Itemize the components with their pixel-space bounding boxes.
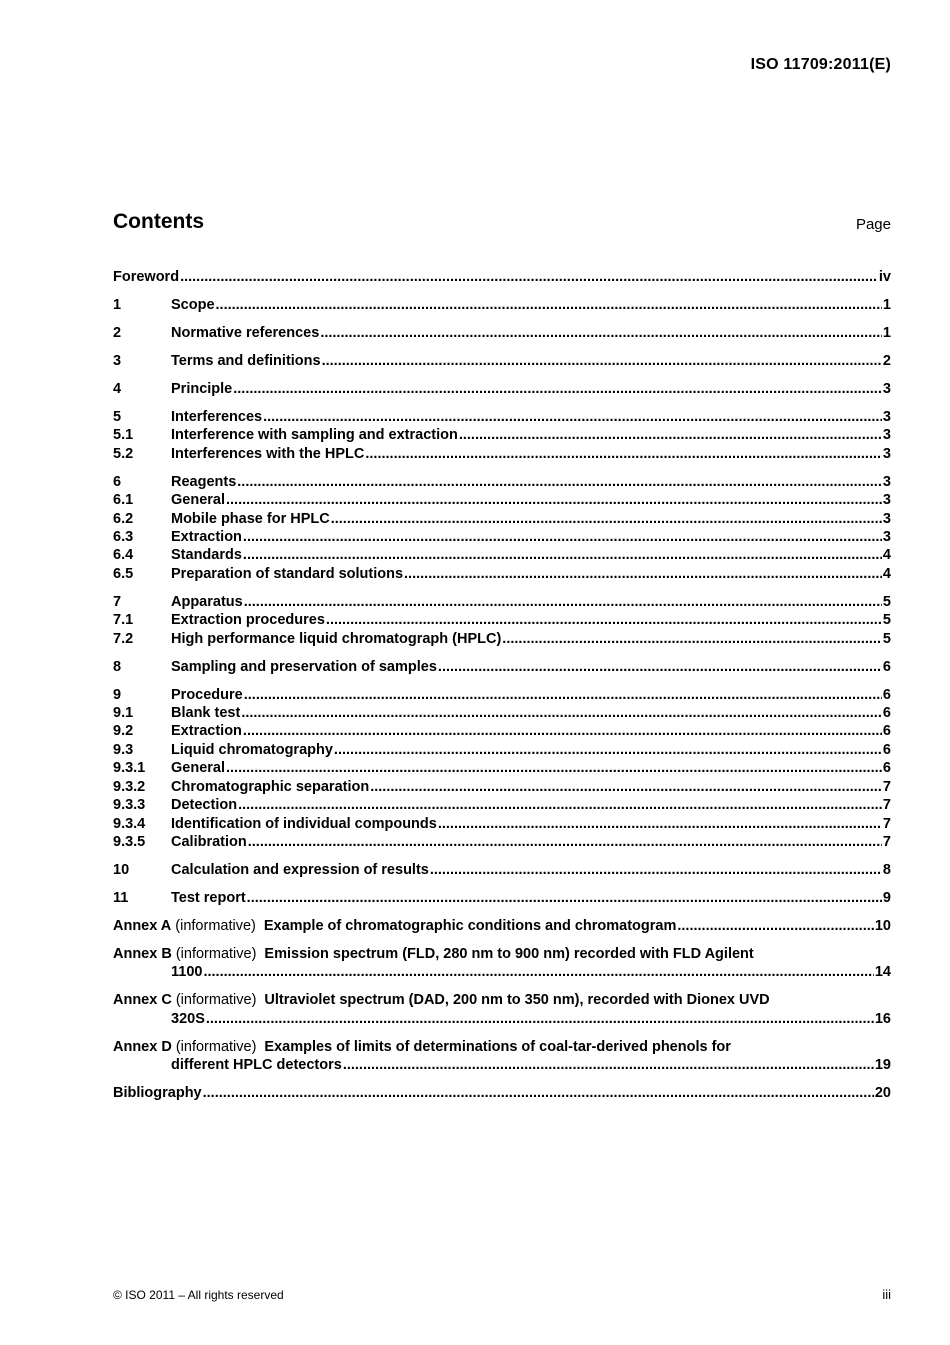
toc-dot-leader	[365, 445, 882, 463]
toc-entry-number: 5	[113, 409, 122, 425]
toc-group	[113, 408, 891, 463]
toc-entry[interactable]	[113, 426, 891, 444]
toc-entry[interactable]	[113, 510, 891, 528]
toc-entry-number: 9.1	[113, 705, 134, 722]
toc-dot-leader	[404, 565, 882, 583]
toc-entry[interactable]	[113, 704, 891, 722]
toc-entry-number: 9.3.4	[113, 815, 146, 832]
toc-annex-line[interactable]	[113, 945, 891, 963]
toc-entry-title: Apparatus	[171, 593, 243, 610]
annex-title-continued: 320S	[171, 1010, 205, 1027]
annex-title: Examples of limits of determinations of coal-tar-derived phenols for	[264, 1038, 731, 1055]
toc-entry[interactable]	[113, 686, 891, 704]
annex-title: Emission spectrum (FLD, 280 nm to 900 nm) recorded with FLD Agilent	[264, 945, 754, 962]
toc-entry-page: 4	[882, 547, 891, 564]
toc-entry[interactable]	[113, 833, 891, 851]
toc-entry-number: 5.2	[113, 445, 134, 462]
toc-entry[interactable]	[113, 352, 891, 370]
toc-entry-title: Bibliography	[113, 1085, 202, 1102]
toc-entry-page: 3	[882, 409, 891, 425]
toc-entry[interactable]	[113, 546, 891, 564]
toc-entry[interactable]	[113, 778, 891, 796]
toc-entry-page: 7	[882, 778, 891, 795]
toc-entry-page: 3	[882, 529, 891, 546]
toc-annex-line[interactable]	[113, 1056, 891, 1074]
toc-group	[113, 268, 891, 286]
toc-entry-title: Interference with sampling and extraction	[171, 427, 458, 444]
toc-entry[interactable]	[113, 759, 891, 777]
toc-entry-page: 1	[882, 297, 891, 313]
toc-dot-leader	[247, 889, 882, 907]
annex-title: Ultraviolet spectrum (DAD, 200 nm to 350 nm), recorded with Dionex UVD	[264, 992, 770, 1009]
document-id: ISO 11709:2011(E)	[750, 56, 891, 73]
toc-annex-line[interactable]	[113, 963, 891, 981]
annex-title-continued: different HPLC detectors	[171, 1057, 342, 1074]
annex-type: (informative)	[175, 945, 257, 962]
toc-entry-number: 7.1	[113, 612, 134, 629]
toc-entry-number: 5.1	[113, 427, 134, 444]
toc-entry-title: Preparation of standard solutions	[171, 565, 404, 582]
toc-entry-title: Standards	[171, 547, 242, 564]
toc-dot-leader	[243, 722, 882, 740]
toc-group	[113, 296, 891, 314]
toc-entry[interactable]	[113, 528, 891, 546]
toc-entry-title: Terms and definitions	[171, 353, 321, 369]
toc-dot-leader	[459, 426, 882, 444]
toc-annex-line[interactable]	[113, 917, 891, 935]
annex-title-continued: 1100	[171, 964, 203, 981]
annex-type: (informative)	[175, 1038, 257, 1055]
toc-entry-title: Sampling and preservation of samples	[171, 658, 437, 675]
toc-entry-number: 6.4	[113, 547, 134, 564]
toc-entry[interactable]	[113, 296, 891, 314]
toc-annex-line[interactable]	[113, 1010, 891, 1028]
toc-entry[interactable]	[113, 408, 891, 426]
toc-entry-page: 19	[874, 1057, 891, 1074]
toc-entry[interactable]	[113, 380, 891, 398]
toc-annex	[113, 917, 891, 935]
annex-label: Annex B	[113, 945, 172, 962]
toc-entry-number: 9.3.3	[113, 797, 146, 814]
table-of-contents	[113, 268, 891, 1112]
toc-group	[113, 889, 891, 907]
toc-entry-title: High performance liquid chromatograph (HPLC)	[171, 630, 502, 647]
toc-entry-page: 8	[882, 861, 891, 878]
toc-dot-leader	[320, 324, 882, 342]
toc-dot-leader	[326, 611, 882, 629]
toc-entry-page: 6	[882, 741, 891, 758]
toc-dot-leader	[216, 296, 882, 314]
toc-entry-number: 10	[113, 861, 130, 878]
toc-dot-leader	[233, 380, 882, 398]
annex-label: Annex D	[113, 1038, 172, 1055]
toc-entry-title: Procedure	[171, 686, 243, 703]
toc-dot-leader	[243, 546, 882, 564]
toc-dot-leader	[438, 815, 882, 833]
toc-dot-leader	[238, 796, 882, 814]
toc-entry-page: 6	[882, 658, 891, 675]
toc-entry-number: 3	[113, 353, 122, 369]
toc-entry-number: 9.2	[113, 723, 134, 740]
toc-entry[interactable]	[113, 722, 891, 740]
toc-entry-title: Interferences	[171, 409, 263, 425]
annex-type: (informative)	[175, 917, 256, 934]
toc-entry-number: 9	[113, 686, 122, 703]
toc-dot-leader	[244, 593, 882, 611]
toc-entry[interactable]	[113, 658, 891, 676]
toc-dot-leader	[438, 658, 882, 676]
toc-entry[interactable]	[113, 473, 891, 491]
toc-entry-page: 1	[882, 325, 891, 341]
toc-dot-leader	[237, 473, 882, 491]
toc-entry-number: 6.3	[113, 529, 134, 546]
toc-dot-leader	[226, 759, 882, 777]
toc-dot-leader	[248, 833, 882, 851]
toc-group	[113, 658, 891, 676]
toc-entry-title: Reagents	[171, 473, 237, 490]
toc-dot-leader	[370, 778, 882, 796]
toc-entry[interactable]	[113, 889, 891, 907]
toc-entry-number: 7	[113, 593, 122, 610]
toc-entry[interactable]	[113, 815, 891, 833]
toc-entry-title: Blank test	[171, 705, 241, 722]
toc-entry-title: Scope	[171, 297, 215, 313]
toc-entry-title: Interferences with the HPLC	[171, 445, 365, 462]
toc-annex	[113, 945, 891, 982]
toc-entry-number: 9.3.2	[113, 778, 146, 795]
toc-dot-leader	[203, 1084, 874, 1102]
toc-entry-page: 5	[882, 612, 891, 629]
toc-entry-title: Normative references	[171, 325, 320, 341]
toc-entry-number: 6.2	[113, 510, 134, 527]
toc-entry-number: 6.5	[113, 565, 134, 582]
toc-entry-page: 7	[882, 815, 891, 832]
toc-entry-number: 9.3	[113, 741, 134, 758]
toc-entry-page: 3	[882, 445, 891, 462]
toc-entry[interactable]	[113, 796, 891, 814]
toc-dot-leader	[226, 491, 882, 509]
toc-group	[113, 352, 891, 370]
toc-entry-number: 11	[113, 889, 129, 906]
toc-entry-page: 4	[882, 565, 891, 582]
toc-entry-number: 4	[113, 381, 122, 397]
toc-entry-title: Identification of individual compounds	[171, 815, 437, 832]
toc-entry-page: 6	[882, 705, 891, 722]
toc-entry[interactable]	[113, 861, 891, 879]
toc-entry-page: iv	[878, 269, 891, 285]
toc-entry-page: 6	[882, 686, 891, 703]
page-title: Contents	[113, 210, 204, 233]
toc-entry-page: 3	[882, 510, 891, 527]
toc-entry-title: Chromatographic separation	[171, 778, 370, 795]
toc-entry[interactable]	[113, 268, 891, 286]
toc-group	[113, 380, 891, 398]
toc-annex-line[interactable]	[113, 1038, 891, 1056]
toc-entry-page: 16	[874, 1010, 891, 1027]
toc-entry-title: Principle	[171, 381, 233, 397]
toc-group	[113, 324, 891, 342]
toc-group	[113, 1084, 891, 1102]
toc-entry-page: 3	[882, 473, 891, 490]
toc-annex-line[interactable]	[113, 991, 891, 1009]
toc-entry[interactable]	[113, 611, 891, 629]
toc-dot-leader	[241, 704, 882, 722]
toc-entry-page: 9	[882, 889, 891, 906]
page-column-label: Page	[855, 216, 891, 233]
copyright-notice: © ISO 2011 – All rights reserved	[113, 1288, 284, 1302]
toc-entry-number: 7.2	[113, 630, 134, 647]
toc-entry[interactable]	[113, 741, 891, 759]
toc-entry-page: 6	[882, 723, 891, 740]
toc-dot-leader	[263, 408, 882, 426]
toc-entry-number: 2	[113, 325, 122, 341]
toc-dot-leader	[343, 1056, 874, 1074]
toc-dot-leader	[334, 741, 882, 759]
toc-entry-page: 6	[882, 760, 891, 777]
toc-group	[113, 593, 891, 648]
toc-entry-title: Foreword	[113, 269, 180, 285]
page-number: iii	[882, 1287, 891, 1302]
toc-group	[113, 861, 891, 879]
annex-label: Annex C	[113, 992, 172, 1009]
toc-dot-leader	[203, 963, 873, 981]
toc-entry[interactable]	[113, 565, 891, 583]
toc-entry-number: 6	[113, 473, 122, 490]
toc-entry-page: 20	[874, 1085, 891, 1102]
toc-dot-leader	[206, 1010, 874, 1028]
toc-entry-title: General	[171, 760, 225, 777]
toc-entry-page: 3	[882, 427, 891, 444]
toc-dot-leader	[677, 917, 873, 935]
toc-entry-page: 14	[874, 964, 891, 981]
annex-title: Example of chromatographic conditions and chromatogram	[263, 917, 677, 934]
toc-entry-number: 6.1	[113, 492, 134, 509]
toc-entry-title: Extraction	[171, 529, 242, 546]
toc-dot-leader	[243, 528, 882, 546]
toc-entry-page: 7	[882, 833, 891, 850]
toc-entry[interactable]	[113, 630, 891, 648]
toc-annex	[113, 991, 891, 1028]
toc-entry-number: 8	[113, 658, 122, 675]
toc-entry[interactable]	[113, 445, 891, 463]
toc-entry-page: 5	[882, 593, 891, 610]
annex-label: Annex A	[113, 917, 172, 934]
toc-entry-page: 3	[882, 492, 891, 509]
toc-entry-number: 9.3.1	[113, 760, 146, 777]
toc-entry-page: 3	[882, 381, 891, 397]
toc-entry-title: Liquid chromatography	[171, 741, 333, 758]
toc-entry-title: General	[171, 492, 225, 509]
toc-entry-title: Calculation and expression of results	[171, 861, 429, 878]
toc-entry-title: Calibration	[171, 833, 247, 850]
toc-entry-page: 7	[882, 797, 891, 814]
toc-dot-leader	[244, 686, 882, 704]
toc-entry-bibliography[interactable]	[113, 1084, 891, 1102]
toc-dot-leader	[502, 630, 882, 648]
toc-entry-page: 10	[874, 917, 891, 934]
toc-entry[interactable]	[113, 593, 891, 611]
toc-entry[interactable]	[113, 324, 891, 342]
toc-dot-leader	[322, 352, 882, 370]
toc-entry-title: Extraction procedures	[171, 612, 325, 629]
toc-entry-title: Detection	[171, 797, 238, 814]
toc-entry-number: 1	[113, 297, 122, 313]
toc-dot-leader	[180, 268, 878, 286]
toc-entry-title: Mobile phase for HPLC	[171, 510, 330, 527]
toc-entry[interactable]	[113, 491, 891, 509]
toc-annex	[113, 1038, 891, 1075]
toc-group	[113, 686, 891, 852]
toc-entry-page: 5	[882, 630, 891, 647]
toc-dot-leader	[331, 510, 882, 528]
toc-entry-page: 2	[882, 353, 891, 369]
annex-type: (informative)	[175, 992, 257, 1009]
toc-dot-leader	[430, 861, 882, 879]
toc-entry-title: Test report	[171, 889, 246, 906]
toc-entry-number: 9.3.5	[113, 833, 146, 850]
toc-entry-title: Extraction	[171, 723, 242, 740]
toc-group	[113, 473, 891, 583]
